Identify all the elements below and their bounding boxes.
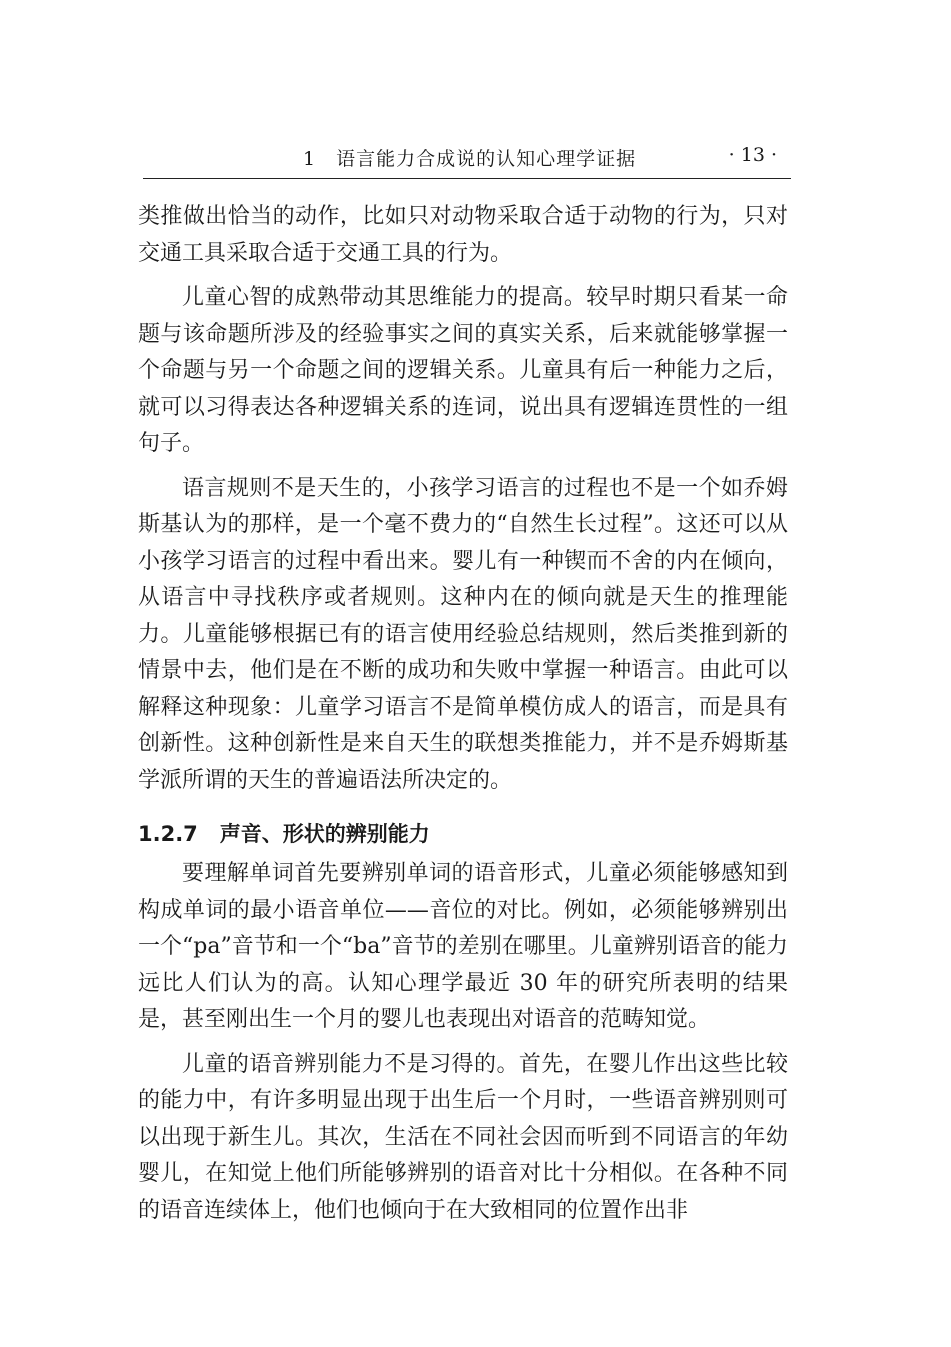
section-number: 1.2.7 <box>138 822 198 846</box>
body-text-section <box>138 856 788 1237</box>
section-title: 声音、形状的辨别能力 <box>219 822 430 846</box>
body-text-top <box>138 199 788 807</box>
header-chapter-title: 1 语言能力合成说的认知心理学证据 <box>303 148 637 170</box>
running-header <box>143 138 791 179</box>
paragraph-continued: 类推做出恰当的动作，比如只对动物采取合适于动物的行为，只对交通工具采取合适于交通工具的行为。 <box>138 204 788 266</box>
header-page-number: · 13 · <box>728 144 777 166</box>
paragraph: 要理解单词首先要辨别单词的语音形式，儿童必须能够感知到构成单词的最小语音单位——音位的对比。例如，必须能够辨别出一个“pa”音节和一个“ba”音节的差别在哪里。儿童辨别语音的能力远比人们认为的高。认知心理学最近 30 年的研究所表明的结果是，甚至刚出生一个月的婴儿也表现出对语音的范畴知觉。 <box>138 861 788 1032</box>
section-heading <box>138 818 430 848</box>
paragraph: 语言规则不是天生的，小孩学习语言的过程也不是一个如乔姆斯基认为的那样，是一个毫不费力的“自然生长过程”。这还可以从小孩学习语言的过程中看出来。婴儿有一种锲而不舍的内在倾向，从语言中寻找秩序或者规则。这种内在的倾向就是天生的推理能力。儿童能够根据已有的语言使用经验总结规则，然后类推到新的情景中去，他们是在不断的成功和失败中掌握一种语言。由此可以解释这种现象：儿童学习语言不是简单模仿成人的语言，而是具有创新性。这种创新性是来自天生的联想类推能力，并不是乔姆斯基学派所谓的天生的普遍语法所决定的。 <box>138 475 788 793</box>
paragraph: 儿童心智的成熟带动其思维能力的提高。较早时期只看某一命题与该命题所涉及的经验事实之间的真实关系，后来就能够掌握一个命题与另一个命题之间的逻辑关系。儿童具有后一种能力之后，就可以习得表达各种逻辑关系的连词，说出具有逻辑连贯性的一组句子。 <box>138 285 788 456</box>
paragraph: 儿童的语音辨别能力不是习得的。首先，在婴儿作出这些比较的能力中，有许多明显出现于出生后一个月时，一些语音辨别则可以出现于新生儿。其次，生活在不同社会因而听到不同语言的年幼婴儿，在知觉上他们所能够辨别的语音对比十分相似。在各种不同的语音连续体上，他们也倾向于在大致相同的位置作出非 <box>138 1051 788 1223</box>
